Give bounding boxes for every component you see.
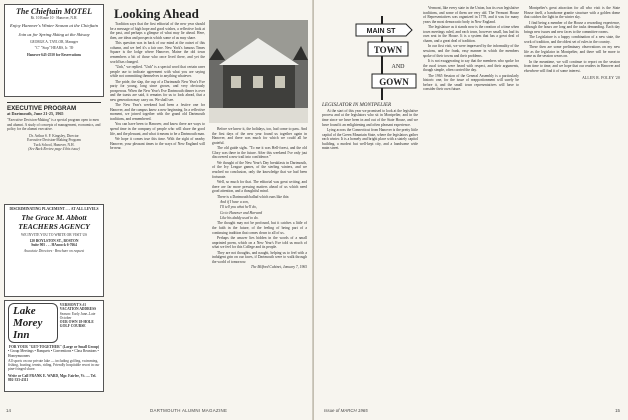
right-page [314,0,628,420]
article-signature: The Milford Cabinet, January 7, 1965 [250,265,307,270]
ad-chieftain-name: The Chieftain MOTEL [15,7,92,16]
paragraph: We thought of the New Year's Day breakfasts in Dartmouth, of the Ivy League games, of the sterling winters, and we reached no conclusion, only the knowledge that we had been fortunate. [212,160,307,179]
ad-exec-contact1: Dr. Arthur S. F. Kingsley, Director [29,134,79,139]
ad-chieftain-tagline1: Enjoy Hanover's Winter Season at the Chieftain [10,23,98,29]
ad-column [4,4,104,390]
paragraph: Well, so much for that. The editorial was great writing, and there are far more pressing matters ahead of us which need good attention, and a thoughtful mind. [212,179,307,194]
right-column-1 [322,100,418,390]
left-magazine-name: DARTMOUTH ALUMNI MAGAZINE [150,408,228,413]
right-issue-date: Issue of MARCH 1965 [324,408,368,413]
paragraph: Lying across the Connecticut from Hanover is the pretty little capital of the Green Mountain State, where the legislators gather each winter. It is a homely and bright place with a stately capitol building, a modest but well-kept city, and a handsome wide main street. [322,127,418,151]
ad-executive-program [4,100,104,201]
ad-lakemorey-right-sub: Season: Early June–Late October [59,311,96,320]
paragraph: This question was in back of our mind at the outset of this column, and we feel it's a fair one. New York's famous Times Square is the lodge where Hanover, Maine the old town remembers a bit of those who once lived there, and yet the world has changed. [110,41,205,64]
paragraph: Perhaps the answer lies hidden in the words of a small unprinted poem, which on a New Year's Eve told us much of what we feel for this College and its people. [212,236,307,250]
paragraph: In our first visit, we were impressed by the informality of the sessions, and the frank, easy manner in which the members spoke of their towns and their problems. [423,44,519,58]
town-and-gown-sign-art [332,12,432,102]
ad-lakemorey-right-note: OUR OWN 18-HOLE GOLF COURSE [59,320,94,329]
paragraph: The old guide sighs. "To me it was Hell-forest, and the old Glory was there in the future. After this weekend I've only just discovered a new trail into confidence." [212,146,307,160]
ad-exec-subtitle: at Dartmouth, June 21-25, 1965 [7,111,64,116]
article-column-1 [110,22,205,390]
left-page-number: 14 [6,408,11,413]
paragraph: Montpelier's great attraction for all who visit is the State House itself, a handsome granite structure with a golden dome that catches the light in the winter sky. [524,6,620,20]
sign-main-label: MAIN ST [366,28,396,35]
paragraph: The pride, the slap, the cup of a Dartmouth New Year's Eve party for young, long since grown, and very obviously prosperous. When the New Year's Eve Dartmouth dinner is over and the toasts are said, it remains for us to look ahead, that a new generation may carry on. We shall see. [110,79,205,102]
paragraph: "Unh," we replied. "Unh" is a special word that certain rarer people use to indicate agreement with what you are saying while not committing themselves to anything whatever. [110,64,205,79]
paragraph: Tradition says that the first editorial of the new year should be a message of high hope and good wishes, a reflective look at the past, and perhaps a glimpse of what may lie ahead. Here, then, are ideas and prospects which some of us may share. [110,22,205,40]
ad-abbott-address: 120 BOYLSTON ST., BOSTON [29,238,79,243]
right-column-3 [524,6,620,390]
paragraph: There is a Dartmouth ballad which runs like this: [217,194,290,199]
ad-lakemorey-right-title: VERMONT'S #1 VACATION ADDRESS [59,303,97,312]
right-column-2 [423,6,519,390]
right-signature: ALLEN R. FOLEY '20 [582,75,620,80]
paragraph: Vermont, like every state in the Union, has its own legislative traditions, and some of them are very old. The Vermont House of Representatives was organized in 1778, and it was for many years the most democratic body in New England. [423,6,519,24]
paragraph: At the start of this year we promised to look at the legislative process and at the legislators who sit in Montpelier, and in the time since we have been in and out of the State House, and we have found it an enlightening and often pleasant experience. [322,108,418,127]
poem-line: And if I have a son, [220,199,249,204]
ad-lakemorey-logo: Lake Morey Inn [8,303,58,343]
ad-chieftain-phone: Hanover 643-2550 for Reservations [26,52,82,57]
paragraph: Before we knew it, the holidays, too, had come to pass. And the first days of the new year found us together again in Hanover, and there was much for which we could all be grateful. [212,127,307,145]
sign-and-label: AND [391,64,405,70]
ad-lakemorey-bullets: • Group Meetings • Banquets • Conventions • Class Reunions • Honeymooners [8,349,99,358]
paragraph: In the meantime, we will continue to report on the session from time to time, and we hope that our readers in Hanover and elsewhere will find it of some interest. [524,59,620,73]
ad-abbott-intro: DISCRIMINATING PLACEMENT . . . AT ALL LEVELS [9,207,99,211]
ad-chieftain-extra: "C" "Stop" HEARS, Jr. '39 [34,46,74,51]
paragraph: The thought may not be profound, but it catches a little of the faith in the future, of the feeling of being part of a continuing tradition that comes down to all of us. [212,221,307,235]
poem-line: I'll tell you what he'll do, [220,205,257,210]
paragraph: It is not exaggerating to say that the members who spoke for the rural towns were heard with respect, and their arguments, though simple, often carried the day. [423,58,519,73]
paragraph: The legislature as it stands now is the creation of a time when town meetings ruled, and each town, however small, has had its own seat in the House. It is a system that has a great deal of charm, and a great deal of tradition. [423,25,519,43]
ad-exec-contact3: Tuck School, Hanover, N.H. [33,142,75,147]
paragraph: We hope it comes true this time. With the sight of nearby Hanover, your pleasant times to the ways of New England will be near. [110,137,205,151]
ad-lake-morey-inn [4,300,104,392]
sign-gown-label: GOWN [379,77,409,87]
ad-lakemorey-contact: Write or Call FRANK E. WARD, Mgr. Fairlee, Vt. — Tel. 802-333-4311 [8,373,97,383]
ad-exec-contact2: Executive Decision-Making Program [27,138,81,143]
section-heading: LEGISLATOR IN MONTPELIER [322,102,392,108]
article-column-2 [212,127,307,389]
paragraph: These then are some preliminary observations on my new life as the legislator in Montpelier, and there will be more to come as the session wears on. [524,45,620,59]
paragraph: They are not thoughts, and naught, helping us to feel with a indulgent grin on our faces, if Dartmouth were to walk through the world of tomorrow. [212,250,307,264]
paragraph: I find being a member of the House a rewarding experience, although the hours are long and the tasks demanding. Each day brings new issues and new faces to the committee rooms. [524,20,620,34]
ad-lakemorey-slogan: FOR YOUR "GET-TOGETHER" (Large or Small Group) [8,345,100,349]
ad-chieftain-motel [4,4,104,97]
paragraph: The New Year's weekend had been a festive one for Hanover, and the campus knew a new beginning. In a reflective moment, we joined together with the grand old Dartmouth traditions, and remembered. [110,103,205,122]
ad-lakemorey-body: All sports on our private lake — including golfing, swimming, fishing, boating, tennis, riding. Friendly hospitable resort in our pine-fringed shore. [8,358,100,372]
ad-chieftain-proprietor: GEORGE A. TAYLOR, Manager [29,40,79,45]
ad-chieftain-address: Rt. 10 Route 10 · Hanover, N.H. [30,16,78,20]
ad-chieftain-tagline2: Join us for Spring Skiing at the Skiway [18,31,90,37]
ad-abbott-contact: Associate Directors · Brochure on request [23,249,85,254]
ad-exec-body: "Executive Decision-Making" is a special program open to men and alumni. A study of concepts of management, economics, and policy for the alumni executive. [7,118,101,131]
looking-ahead-article [110,6,308,390]
ad-exec-note: (See Back Review page 4 this issue) [28,147,80,152]
poem-line: Like his daddy used to do. [220,216,259,221]
right-page-number: 15 [615,408,620,413]
ad-abbott-name: The Grace M. Abbott TEACHERS AGENCY [18,213,90,232]
ad-abbott-line1: WE INVITE YOU TO WRITE OR VISIT US [20,233,88,238]
ad-abbott-suite: Suite 905 . . . HAncock 6-7664 [31,242,77,247]
article-title: Looking Ahead [114,6,199,21]
paragraph: The 1965 Session of the General Assembly is a particularly historic one, for the issue of reapportionment will surely be before it, and the small town representatives will have to consider their own future. [423,73,519,92]
sign-town-label: TOWN [373,45,403,55]
ad-exec-title: EXECUTIVE PROGRAM [7,105,77,112]
paragraph: The Legislature is a happy combination of a new state, the work of tradition, and the oldest set of rules in the country. [524,35,620,44]
ad-abbott-teachers-agency [4,204,104,297]
poem-line: Go to Hanover and Harvard [220,210,263,215]
paragraph: You can have been to Hanover, and know there are ways to spend time in the company of people who will share the good life, and the pleasant, and what it means to be a Dartmouth man. [110,122,205,136]
